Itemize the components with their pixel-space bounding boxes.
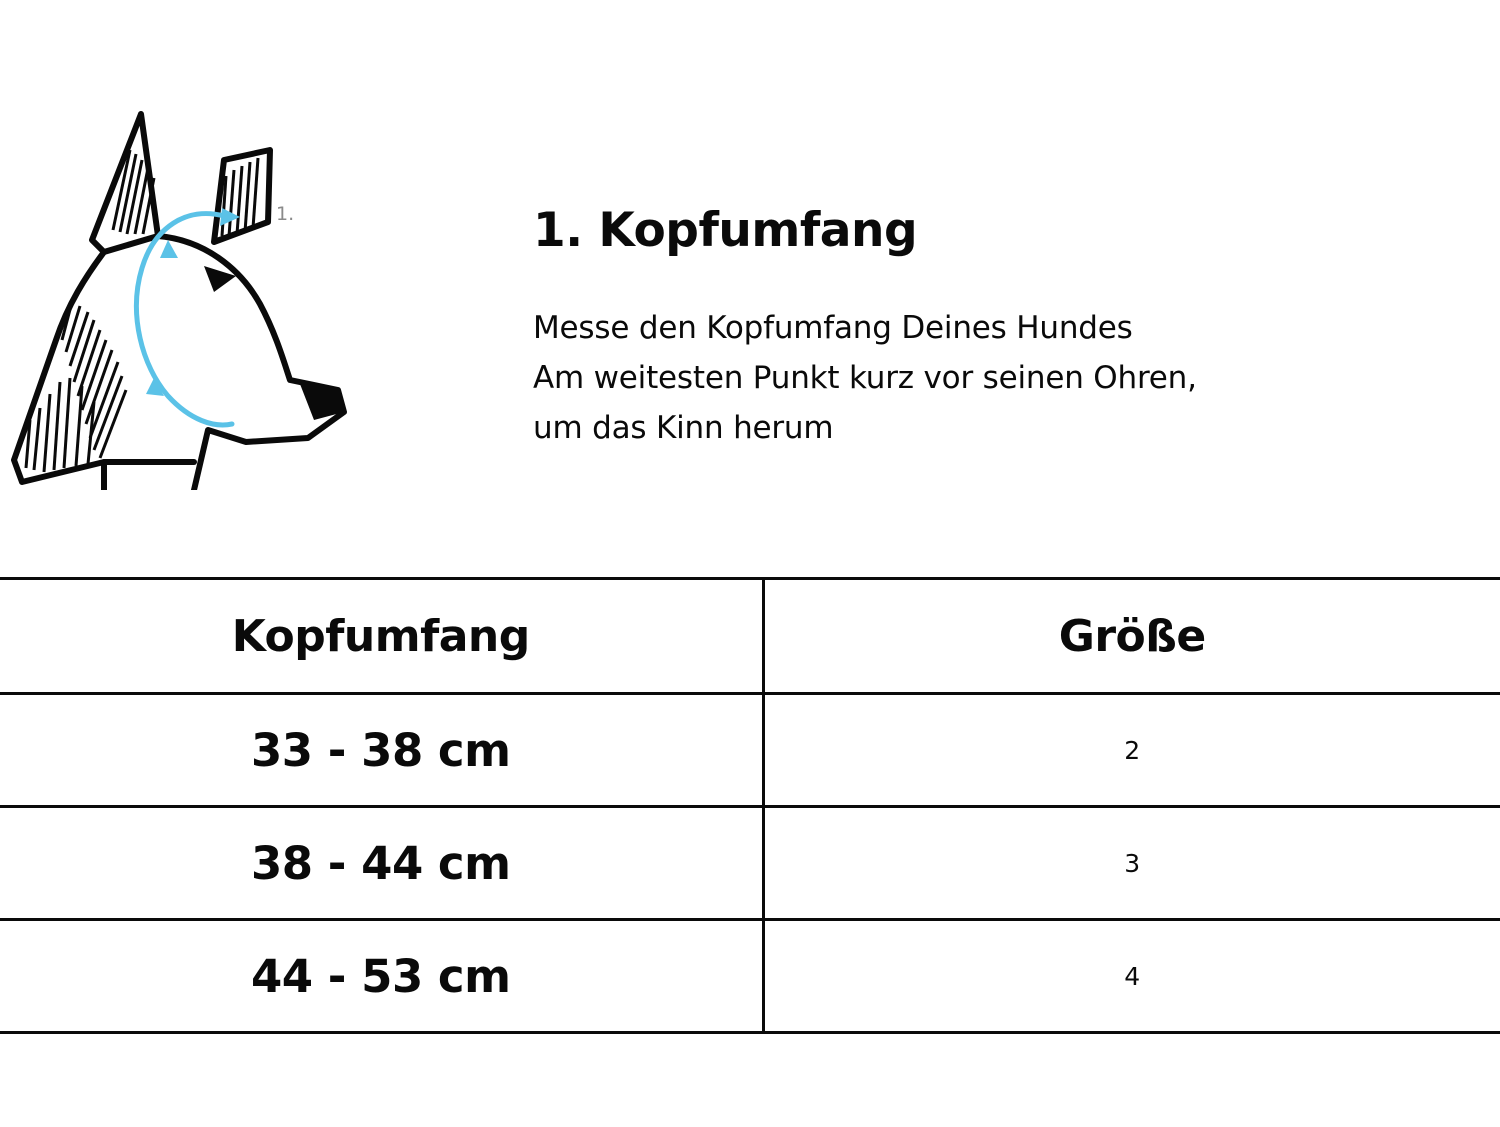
dog-head-illustration bbox=[8, 90, 428, 490]
instruction-text bbox=[533, 303, 1463, 454]
cell-range: 33 - 38 cm bbox=[0, 694, 763, 807]
dog-head-icon bbox=[8, 90, 428, 490]
table-row bbox=[0, 920, 1500, 1033]
size-table bbox=[0, 577, 1500, 1034]
column-header-kopfumfang: Kopfumfang bbox=[0, 579, 763, 694]
page-title: 1. Kopfumfang bbox=[533, 203, 918, 258]
illustration-marker-label: 1. bbox=[276, 203, 295, 225]
instruction-line-3: um das Kinn herum bbox=[533, 410, 834, 447]
table-row bbox=[0, 807, 1500, 920]
instruction-line-1: Messe den Kopfumfang Deines Hundes bbox=[533, 309, 1133, 346]
table-header-row bbox=[0, 579, 1500, 694]
cell-size: 4 bbox=[763, 920, 1500, 1033]
column-header-groesse: Größe bbox=[763, 579, 1500, 694]
cell-size: 3 bbox=[763, 807, 1500, 920]
cell-range: 44 - 53 cm bbox=[0, 920, 763, 1033]
cell-range: 38 - 44 cm bbox=[0, 807, 763, 920]
instruction-line-2: Am weitesten Punkt kurz vor seinen Ohren, bbox=[533, 359, 1197, 396]
instruction-block bbox=[533, 205, 1463, 453]
table-row bbox=[0, 694, 1500, 807]
cell-size: 2 bbox=[763, 694, 1500, 807]
